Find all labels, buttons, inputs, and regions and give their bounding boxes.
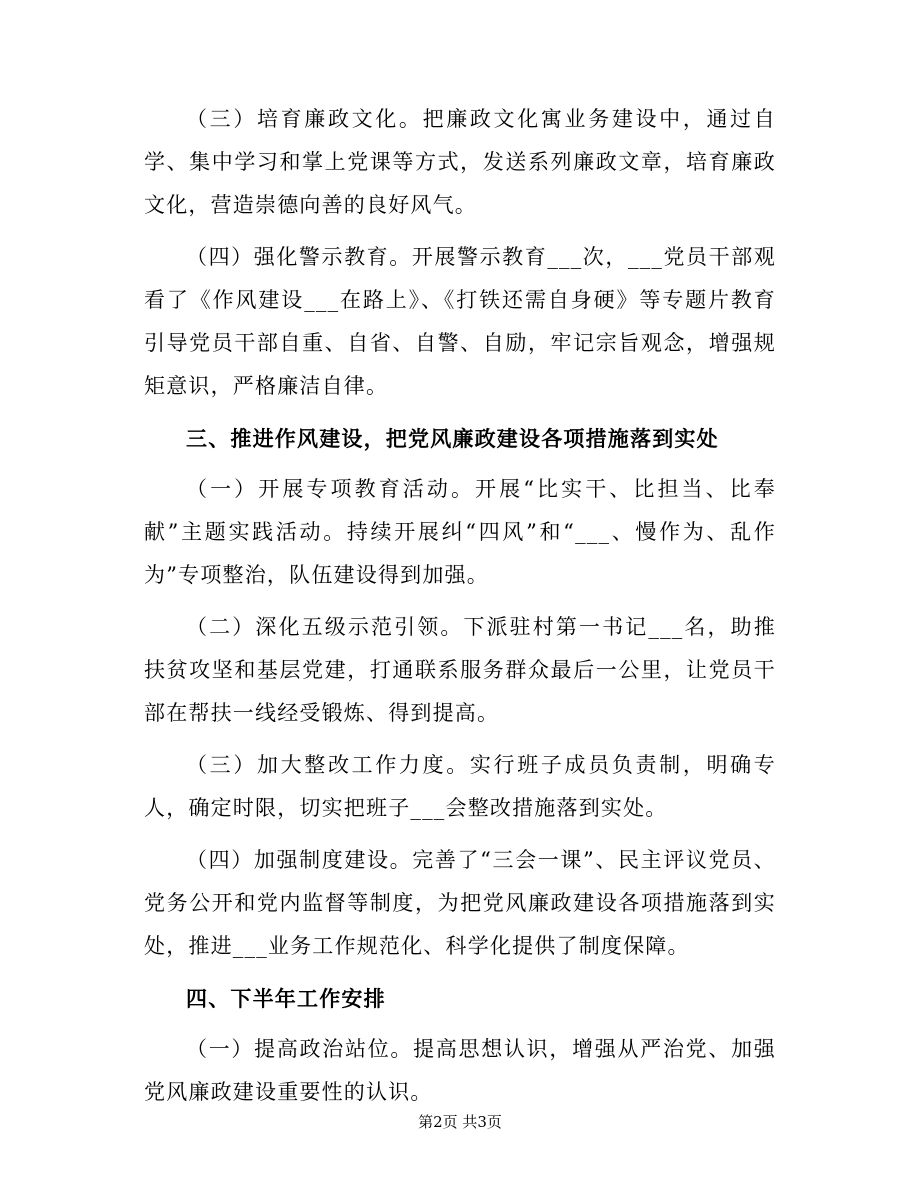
section-heading-3: 三、推进作风建设，把党风廉政建设各项措施落到实处: [186, 426, 719, 451]
page-number: 第2页 共3页: [418, 1113, 502, 1131]
paragraph-rectification: （三）加大整改工作力度。实行班子成员负责制，明确专人，确定时限，切实把班子___会整改措施落到实处。: [144, 753, 776, 820]
paragraph-demonstration: （二）深化五级示范引领。下派驻村第一书记___名，助推扶贫攻坚和基层党建，打通联系服务群众最后一公里，让党员干部在帮扶一线经受锻炼、得到提高。: [144, 615, 776, 725]
paragraph-warning-education: （四）强化警示教育。开展警示教育___次，___党员干部观看了《作风建设___在路上》、《打铁还需自身硬》等专题片教育引导党员干部自重、自省、自警、自励，牢记宗旨观念，增强规矩意识，严格廉洁自律。: [144, 245, 776, 398]
paragraph-culture: （三）培育廉政文化。把廉政文化寓业务建设中，通过自学、集中学习和掌上党课等方式，发送系列廉政文章，培育廉政文化，营造崇德向善的良好风气。: [144, 107, 776, 217]
paragraph-political-stance: （一）提高政治站位。提高思想认识，增强从严治党、加强党风廉政建设重要性的认识。: [144, 1037, 776, 1104]
document-body: [144, 98, 776, 1123]
section-heading-4: 四、下半年工作安排: [186, 986, 386, 1011]
paragraph-system-building: （四）加强制度建设。完善了“三会一课”、民主评议党员、党务公开和党内监督等制度，为把党风廉政建设各项措施落到实处，推进___业务工作规范化、科学化提供了制度保障。: [144, 848, 776, 958]
paragraph-special-education: （一）开展专项教育活动。开展“比实干、比担当、比奉献”主题实践活动。持续开展纠“四风”和“___、慢作为、乱作为”专项整治，队伍建设得到加强。: [144, 477, 776, 587]
